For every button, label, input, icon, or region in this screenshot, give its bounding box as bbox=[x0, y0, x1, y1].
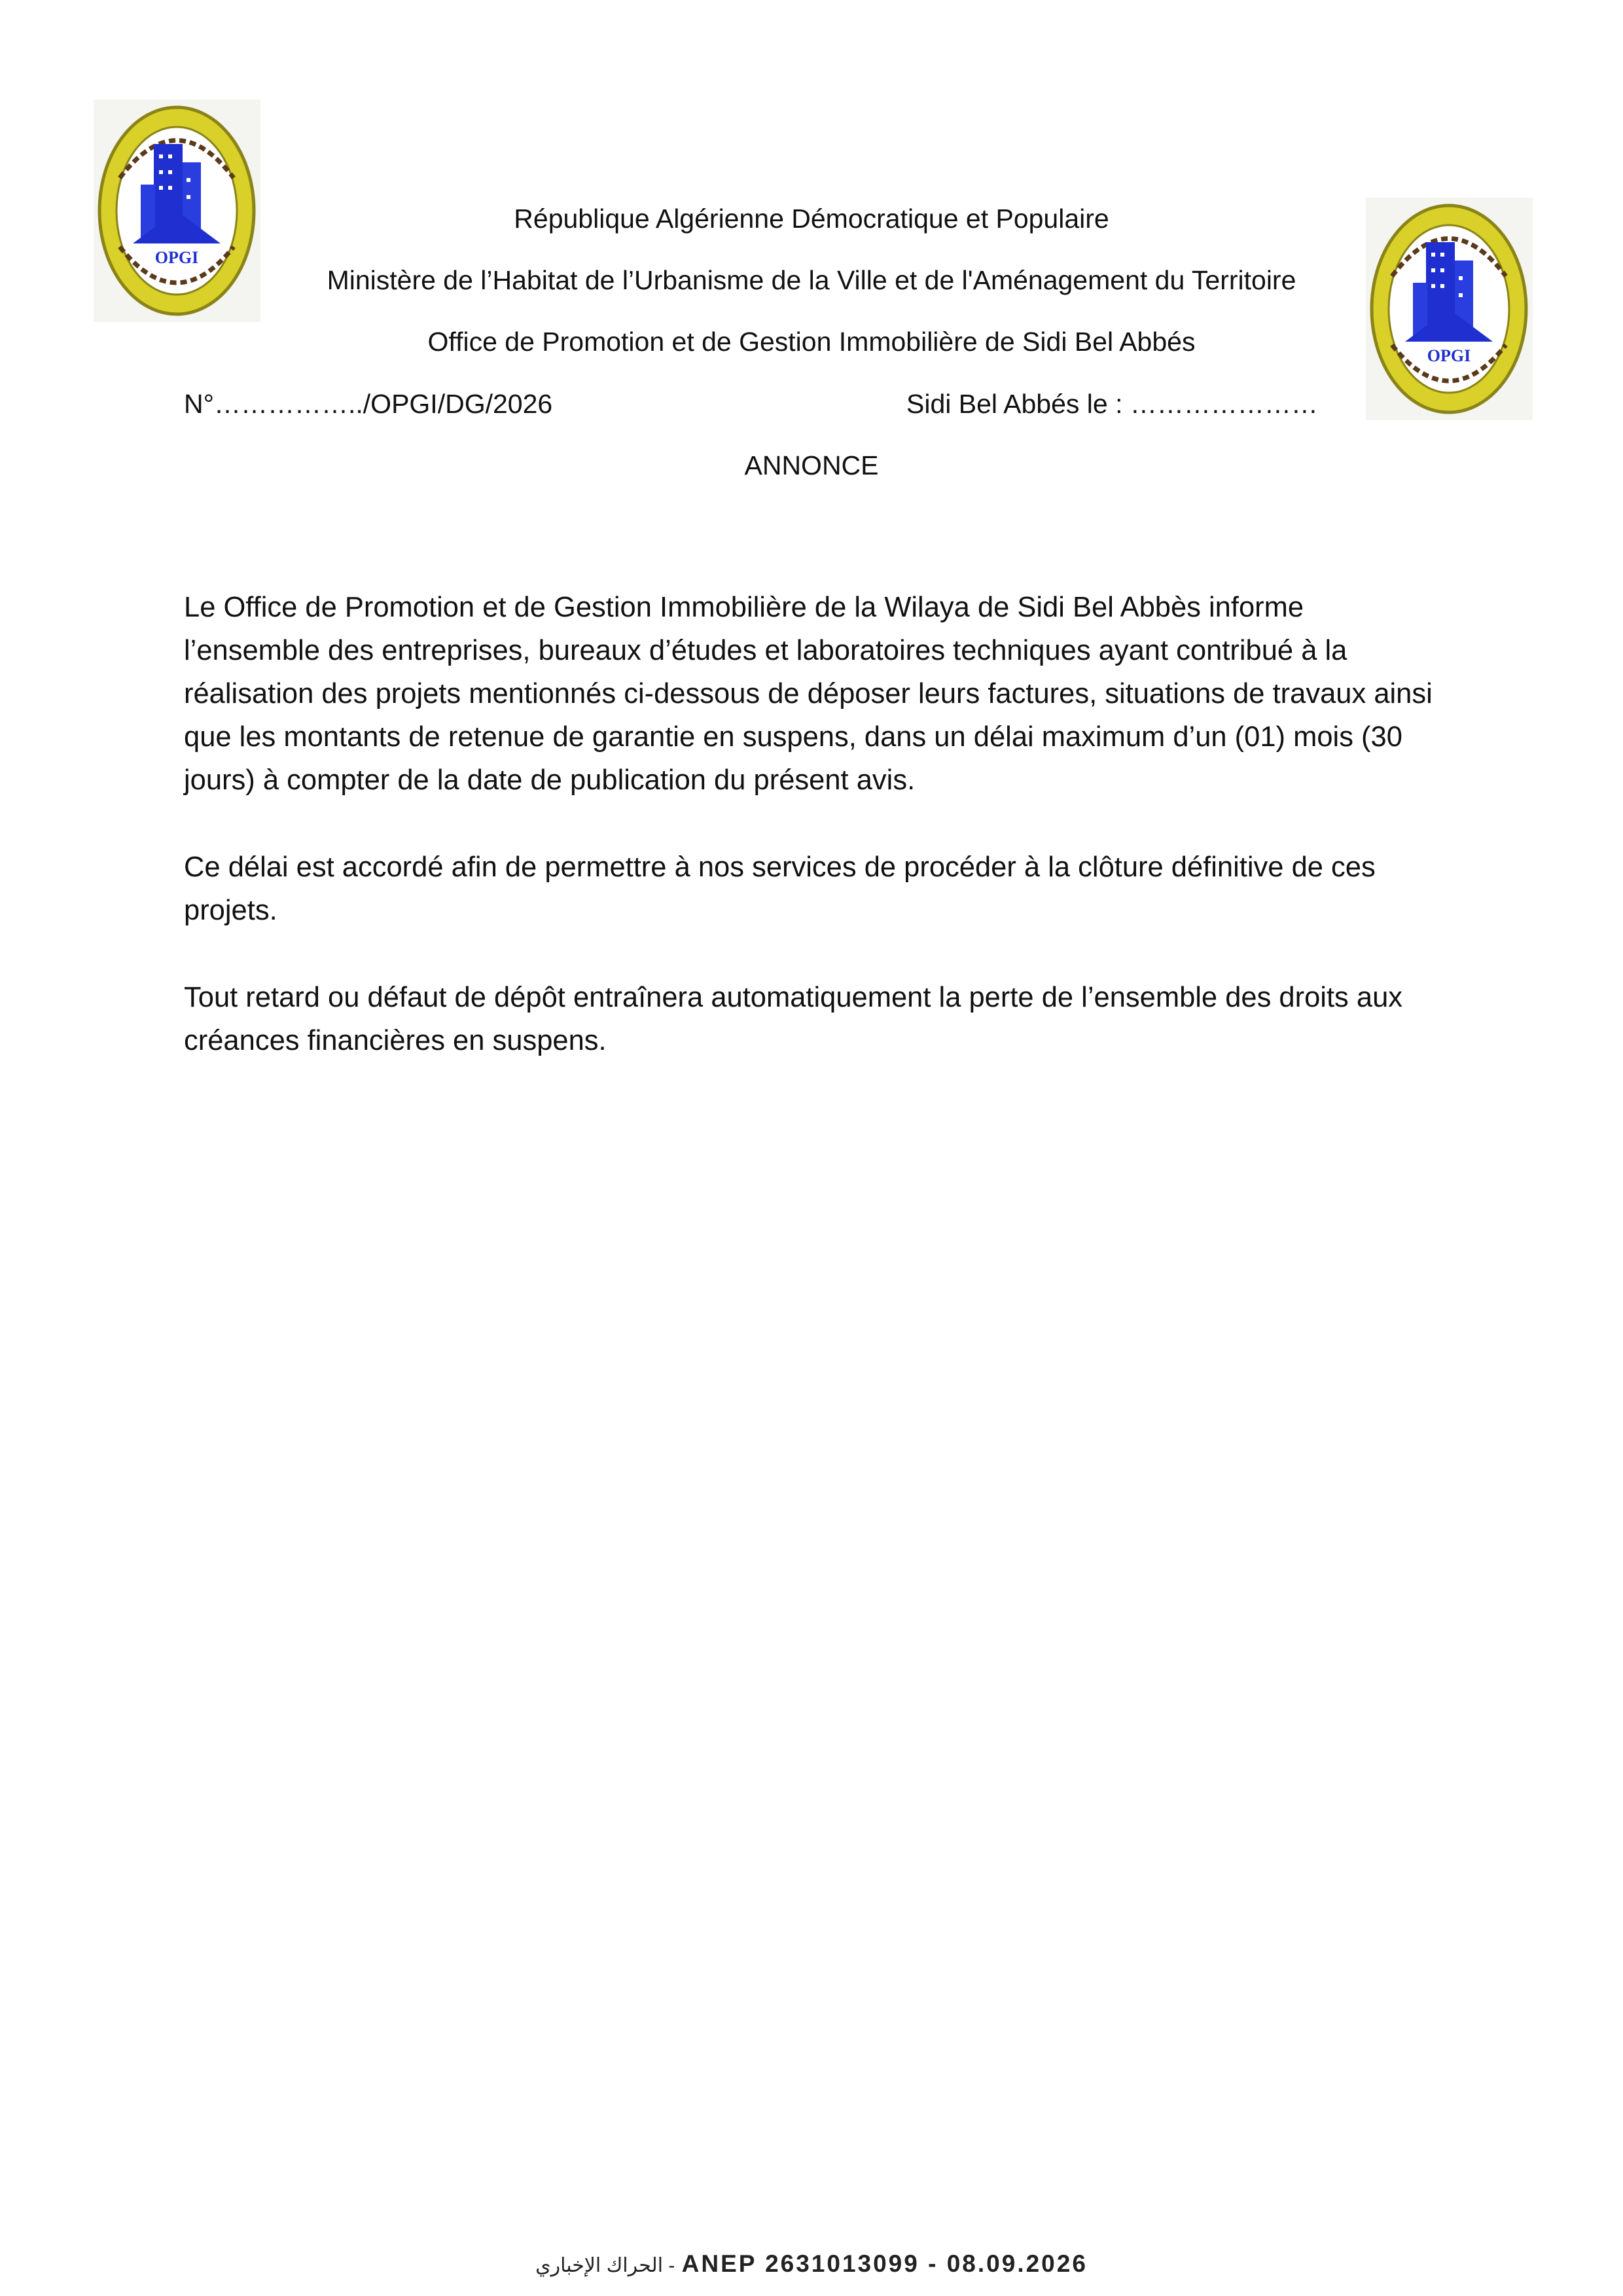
reference-date: Sidi Bel Abbés le : ………………… bbox=[906, 389, 1318, 419]
body-paragraph-3: Tout retard ou défaut de dépôt entraînera automatiquement la perte de l’ensemble des droits aux créances financières en suspens. bbox=[184, 982, 1403, 1056]
logo-label: OPGI bbox=[154, 248, 199, 267]
header-ministry: Ministère de l’Habitat de l’Urbanisme de la Ville et de l'Aménagement du Territoire bbox=[327, 265, 1296, 295]
logo-label: OPGI bbox=[1427, 346, 1471, 365]
header-office: Office de Promotion et de Gestion Immobilière de Sidi Bel Abbés bbox=[427, 327, 1196, 357]
body-paragraph-1: Le Office de Promotion et de Gestion Immobilière de la Wilaya de Sidi Bel Abbès informe l’ensemble des entreprises, bureaux d’études et laboratoires techniques ayant contribué à la réalisation des projets mentionnés ci-dessous de déposer leurs factures, situations de travaux ainsi que les montants de retenue de garantie en suspens, dans un délai maximum d’un (01) mois (30 jours) à compter de la date de publication du présent avis. bbox=[184, 592, 1433, 796]
header-republic: République Algérienne Démocratique et Populaire bbox=[514, 204, 1109, 234]
announcement-title: ANNONCE bbox=[744, 450, 879, 480]
body-paragraph-2: Ce délai est accordé afin de permettre à nos services de procéder à la clôture définitive de ces projets. bbox=[184, 852, 1376, 926]
publication-footer bbox=[0, 2249, 1623, 2281]
footer-arabic-source: الحراك الإخباري - bbox=[535, 2255, 675, 2276]
reference-number: N°……………../OPGI/DG/2026 bbox=[184, 389, 553, 419]
footer-anep-code: ANEP 2631013099 - 08.09.2026 bbox=[681, 2250, 1088, 2277]
